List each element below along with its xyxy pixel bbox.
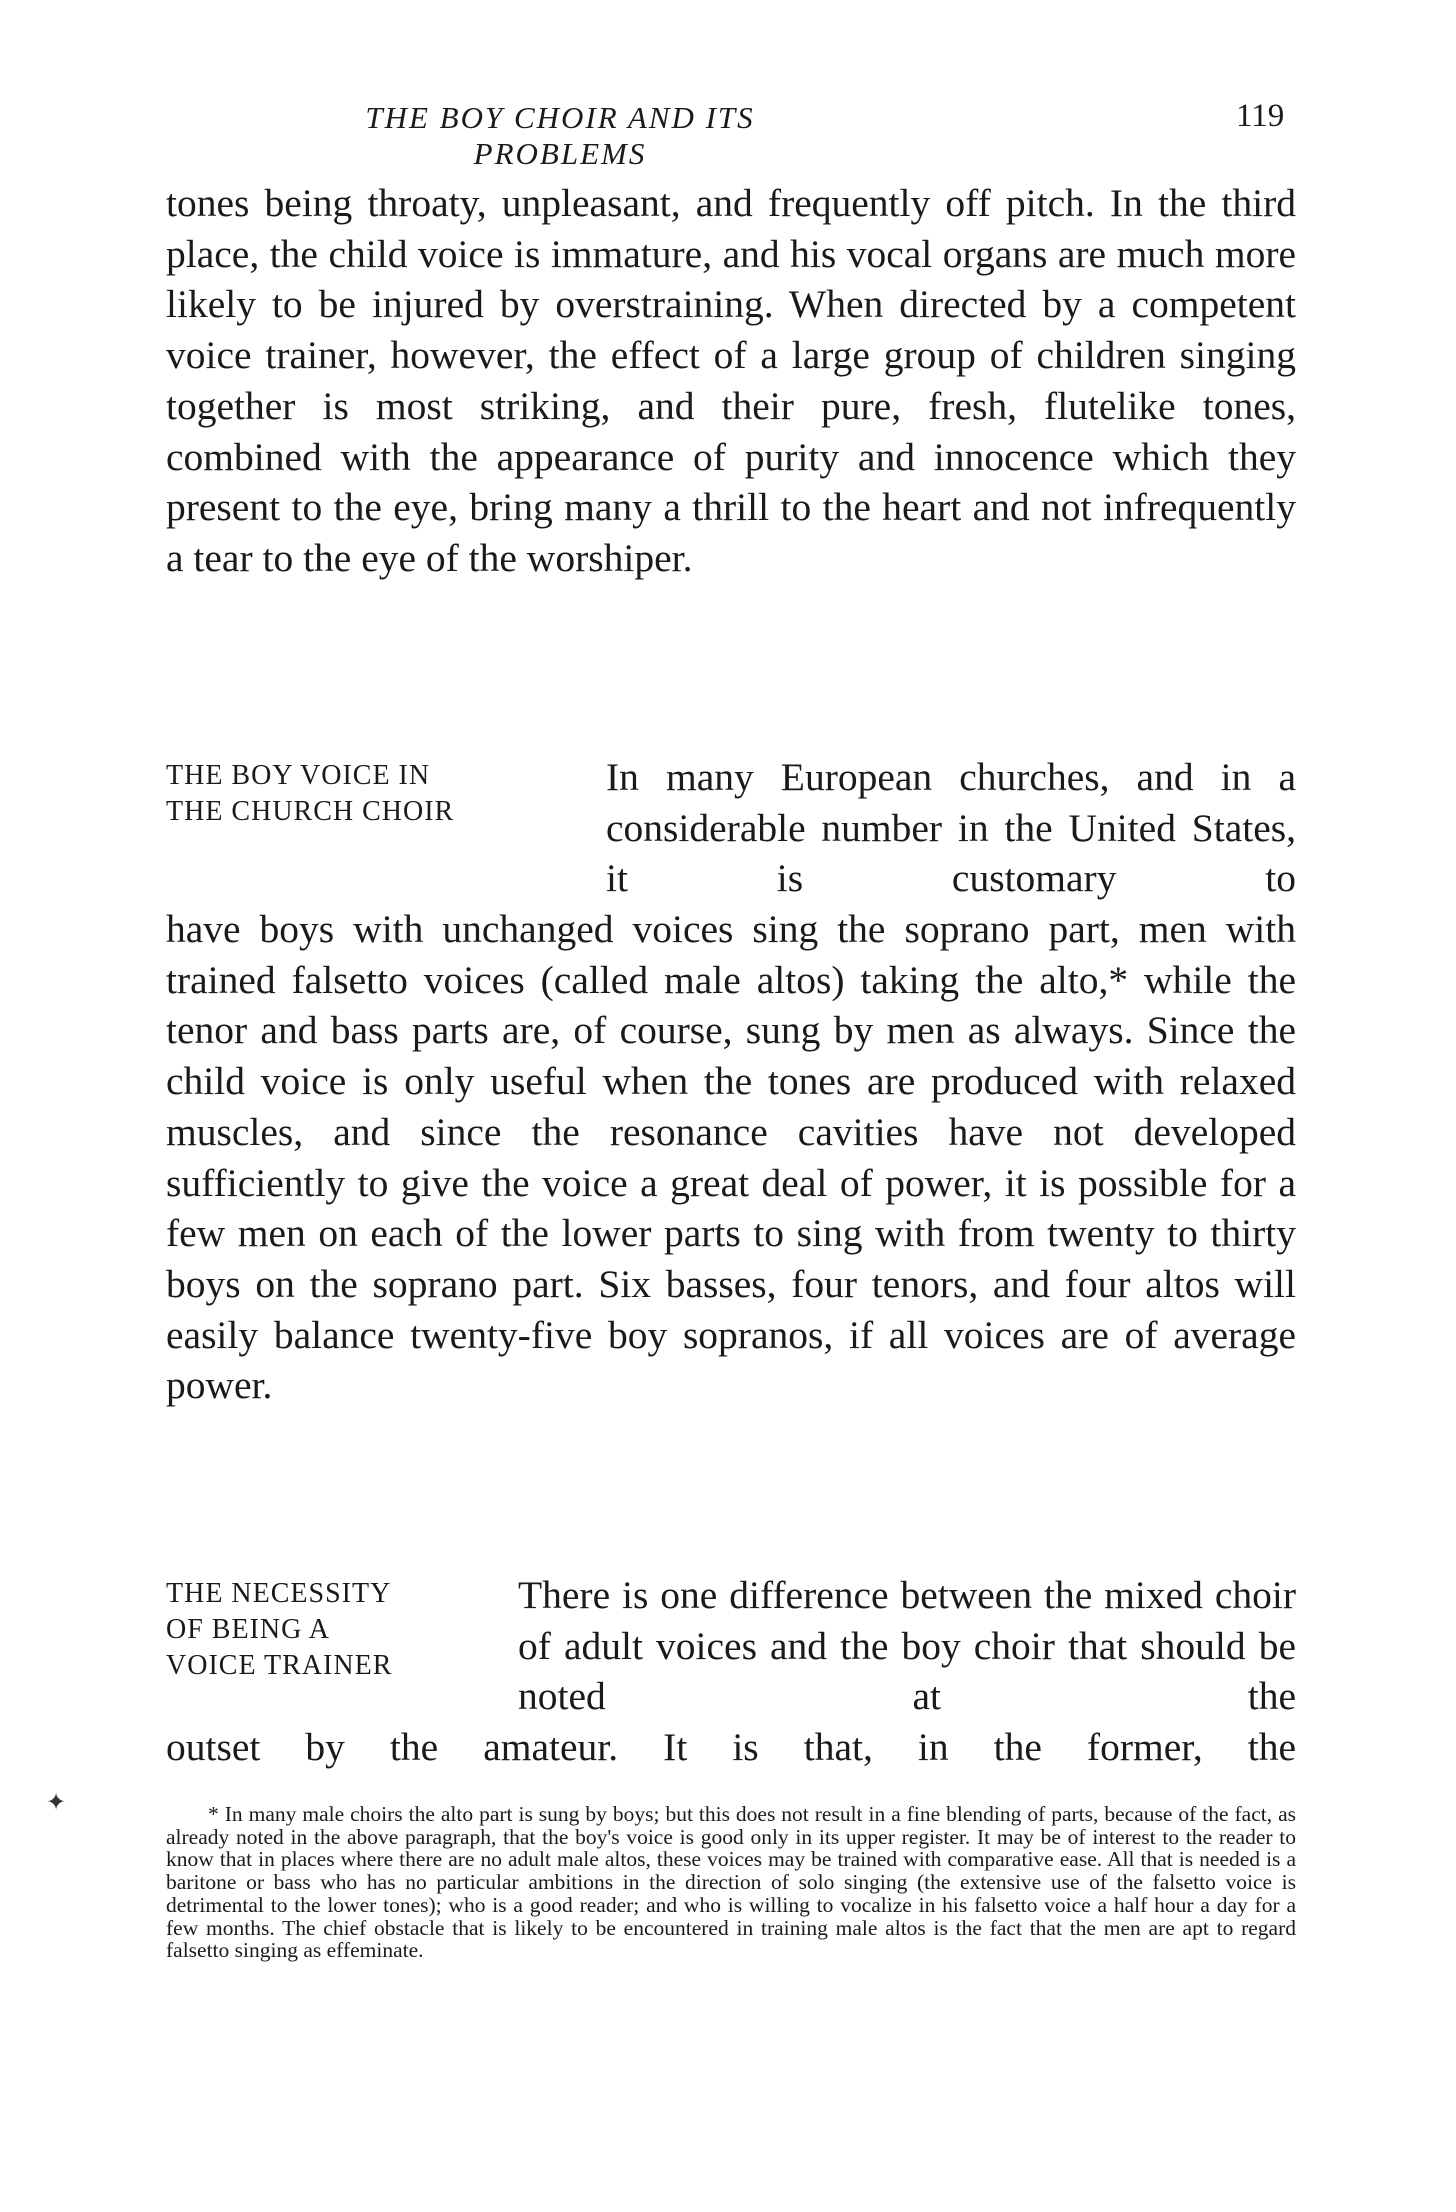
side-heading-line: THE NECESSITY [166, 1578, 392, 1609]
footnote [166, 1803, 1296, 1962]
side-heading-line: THE BOY VOICE IN [166, 760, 431, 791]
footnote-text: * In many male choirs the alto part is sung by boys; but this does not result in a fine blending of parts, because of the fact, as already noted in the above paragraph, that the boy's voice is good only in its upper register. It may be of interest to the reader to know that in places where there are no adult male altos, these voices may be trained with comparative ease. All that is needed is a baritone or bass who has no particular ambitions in the direction of solo singing (the extensive use of the falsetto voice is detrimental to the lower tones); who is a good reader; and who is willing to vocalize in his falsetto voice a half hour a day for a few months. The chief obstacle that is likely to be encountered in training male altos is the fact that the men are apt to regard falsetto singing as effeminate. [166, 1802, 1296, 1963]
running-head: THE BOY CHOIR AND ITS PROBLEMS [365, 100, 755, 171]
section-opening-lines: In many European churches, and in a considerable number in the United States, it is customary to [606, 755, 1296, 901]
side-heading-line: OF BEING A [166, 1614, 331, 1645]
page-number: 119 [1236, 98, 1285, 134]
margin-mark-icon: ✦ [46, 1790, 67, 1816]
section-body-paragraph: have boys with unchanged voices sing the soprano part, men with trained falsetto voices (called male altos) taking the alto,* while the tenor and bass parts are, of course, sung by men as always. Since the child voice is only useful when the tones are produced with relaxed muscles, and since the resonance cavities have not developed sufficiently to give the voice a great deal of power, it is possible for a few men on each of the lower parts to sing with from twenty to thirty boys on the soprano part. Six basses, four tenors, and four altos will easily balance twenty-five boy sopranos, if all voices are of average power. [166, 907, 1296, 1408]
section-body-paragraph: outset by the amateur. It is that, in the former, the [166, 1725, 1296, 1769]
intro-paragraph-block [166, 178, 1296, 584]
intro-paragraph: tones being throaty, unpleasant, and frequently off pitch. In the third place, the child voice is immature, and his vocal organs are much more likely to be injured by overstraining. When directed by a competent voice trainer, however, the effect of a large group of children singing together is most striking, and their pure, fresh, flutelike tones, combined with the appearance of purity and innocence which they present to the eye, bring many a thrill to the heart and not infrequently a tear to the eye of the worshiper. [166, 181, 1296, 580]
side-heading-line: VOICE TRAINER [166, 1650, 393, 1681]
section-boy-voice-body-block [166, 904, 1296, 1411]
side-heading-line: THE CHURCH CHOIR [166, 796, 455, 827]
section-voice-trainer-body-block [166, 1722, 1296, 1773]
side-heading-voice-trainer [166, 1576, 392, 1684]
side-heading-boy-voice [166, 758, 454, 830]
section-opening-lines: There is one difference between the mixed choir of adult voices and the boy choir that should be noted at the [518, 1573, 1296, 1719]
